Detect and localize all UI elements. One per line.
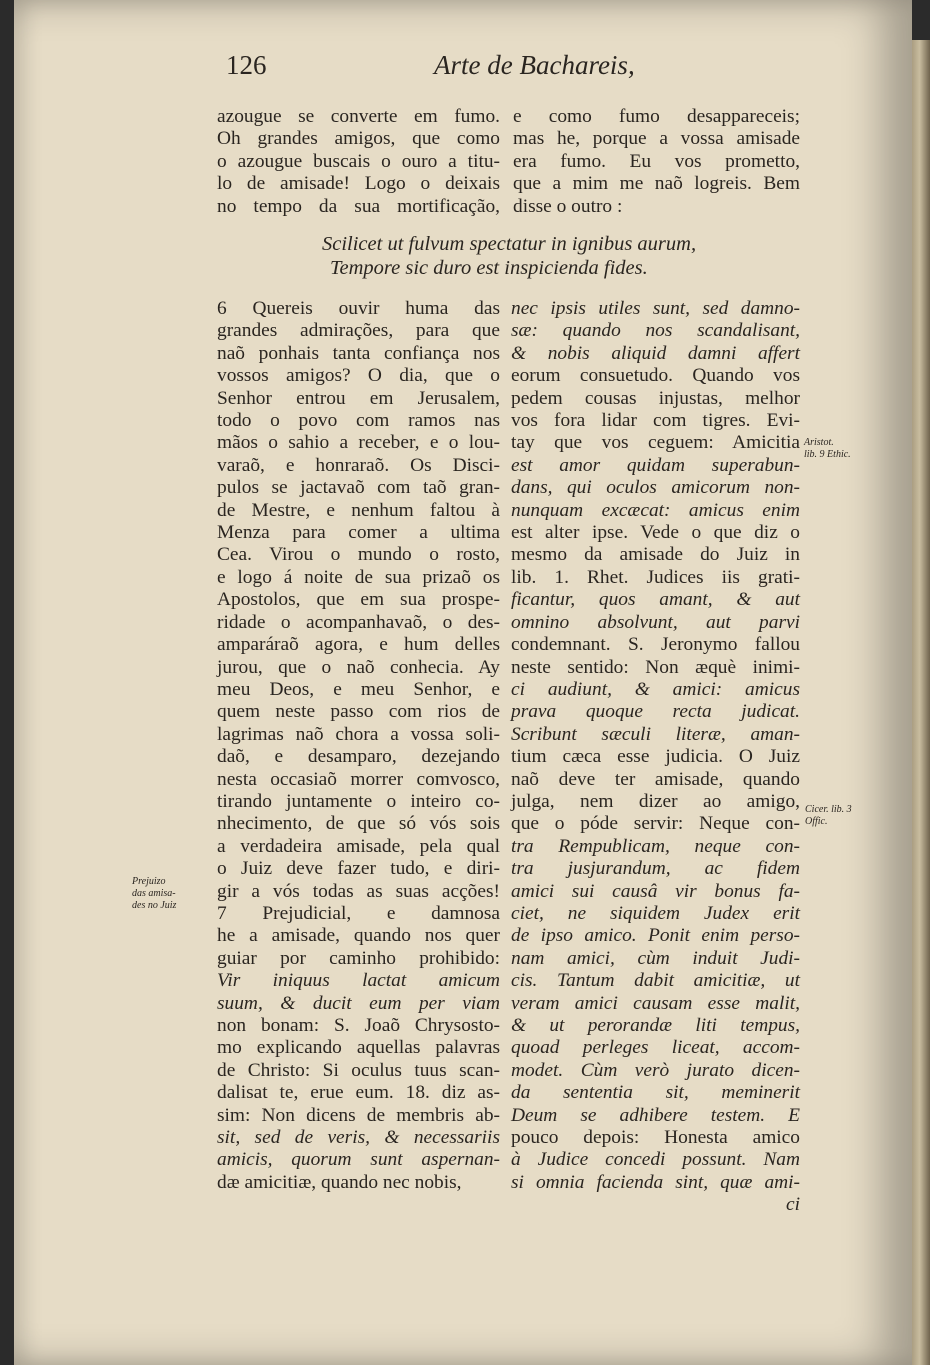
- text-line: tra jusjurandum, ac fidem: [511, 858, 800, 880]
- text-line: vos fora lidar com tigres. Evi-: [511, 410, 800, 432]
- margin-note-line: Prejuizo: [132, 876, 166, 887]
- running-title: Arte de Bachareis,: [434, 50, 635, 80]
- text-line: naõ ponhais tanta confiança nos: [217, 342, 500, 364]
- left-column: [217, 298, 500, 1194]
- text-line: que a mim me naõ logreis. Bem: [513, 173, 800, 195]
- text-line: dans, qui oculos amicorum non-: [511, 477, 800, 499]
- text-line: pouco depois: Honesta amico: [511, 1127, 800, 1149]
- text-line: era fumo. Eu vos prometto,: [513, 150, 800, 172]
- text-line: amici sui causâ vir bonus fa-: [511, 880, 800, 902]
- text-line: jurou, que o naõ conhecia. Ay: [217, 656, 500, 678]
- margin-note-cicer: [805, 804, 852, 828]
- text-line: eorum consuetudo. Quando vos: [511, 365, 800, 387]
- text-line: mo explicando aquellas palavras: [217, 1037, 500, 1059]
- text-line: 7 Prejudicial, e damnosa: [217, 902, 500, 924]
- text-line: est amor quidam superabun-: [511, 454, 800, 476]
- text-line: da sententia sit, meminerit: [511, 1082, 800, 1104]
- text-line: condemnant. S. Jeronymo fallou: [511, 634, 800, 656]
- text-line: lib. 1. Rhet. Judices iis grati-: [511, 566, 800, 588]
- text-line: meu Deos, e meu Senhor, e: [217, 678, 500, 700]
- text-line: & nobis aliquid damni affert: [511, 342, 800, 364]
- text-line: suum, & ducit eum per viam: [217, 992, 500, 1014]
- margin-note-line: des no Juiz: [132, 900, 177, 911]
- text-line: pedem cousas injustas, melhor: [511, 387, 800, 409]
- text-line: nunquam excæcat: amicus enim: [511, 499, 800, 521]
- text-line: ci audiunt, & amici: amicus: [511, 678, 800, 700]
- text-line: sæ: quando nos scandalisant,: [511, 320, 800, 342]
- text-line: guiar por caminho prohibido:: [217, 947, 500, 969]
- text-line: dalisat te, erue eum. 18. diz as-: [217, 1082, 500, 1104]
- latin-verse-line-2: Tempore sic duro est inspicienda fides.: [330, 257, 648, 279]
- text-line: quem neste passo com rios de: [217, 701, 500, 723]
- latin-verse-line-1: Scilicet ut fulvum spectatur in ignibus aurum,: [322, 233, 697, 255]
- text-line: dæ amicitiæ, quando nec nobis,: [217, 1171, 462, 1193]
- top-right-text: [513, 106, 800, 218]
- margin-note-prejuizo: [132, 876, 176, 912]
- book-page: [14, 0, 912, 1365]
- text-line: non bonam: S. Joaõ Chrysosto-: [217, 1015, 500, 1036]
- text-line: a verdadeira amisade, pela qual: [217, 835, 500, 857]
- text-line: naõ deve ter amisade, quando: [511, 768, 800, 790]
- text-line: pulos se jactavaõ com taõ gran-: [217, 477, 500, 499]
- page-header: [14, 50, 912, 90]
- text-line: ridade o acompanhavaõ, o des-: [217, 611, 500, 633]
- text-line: mãos o sahio a receber, e o lou-: [217, 432, 500, 454]
- text-line: todo o povo com ramos nas: [217, 410, 500, 432]
- text-line: veram amici causam esse malit,: [511, 992, 800, 1014]
- text-line: cis. Tantum dabit amicitiæ, ut: [511, 970, 800, 992]
- text-line: nesta occasiaõ morrer comvosco,: [217, 768, 500, 790]
- text-line: Senhor entrou em Jerusalem,: [217, 387, 500, 409]
- top-left-text: [217, 106, 500, 218]
- text-line: Vir iniquus lactat amicum: [217, 970, 500, 992]
- text-line: ciet, ne siquidem Judex erit: [511, 902, 800, 924]
- text-line: modet. Cùm verò jurato dicen-: [511, 1059, 800, 1081]
- text-line: prava quoque recta judicat.: [511, 701, 800, 723]
- text-line: amparáraõ agora, e hum delles: [217, 634, 500, 656]
- text-line: omnino absolvunt, aut parvi: [511, 611, 800, 633]
- text-line: e como fumo desappareceis;: [513, 106, 800, 127]
- text-line: gir a vós todas as suas acções!: [217, 880, 500, 902]
- text-line: Menza para comer a ultima: [217, 522, 500, 544]
- margin-note-line: Aristot.: [804, 437, 834, 448]
- right-column: [511, 298, 800, 1217]
- text-line: si omnia facienda sint, quæ ami-: [511, 1171, 800, 1193]
- margin-note-aristot: [804, 437, 851, 461]
- text-line: mas he, porque a vossa amisade: [513, 128, 800, 150]
- text-line: lo de amisade! Logo o deixais: [217, 173, 500, 195]
- text-line: est alter ipse. Vede o que diz o: [511, 522, 800, 544]
- text-line: varaõ, e honraraõ. Os Disci-: [217, 454, 500, 476]
- text-line: tra Rempublicam, neque con-: [511, 835, 800, 857]
- text-line: tium cæca esse judicia. O Juiz: [511, 746, 800, 768]
- text-line: neste sentido: Non æquè inimi-: [511, 656, 800, 678]
- page-number: 126: [226, 50, 267, 80]
- text-line: daõ, e desamparo, dezejando: [217, 746, 500, 768]
- text-line: tirando juntamente o inteiro co-: [217, 790, 500, 812]
- text-line: julga, nem dizer ao amigo,: [511, 790, 800, 812]
- text-line: lagrimas naõ chora a vossa soli-: [217, 723, 500, 745]
- text-line: de Christo: Si oculus tuus scan-: [217, 1059, 500, 1081]
- text-line: & ut perorandæ liti tempus,: [511, 1015, 800, 1036]
- text-line: e logo á noite de sua prizaõ os: [217, 566, 500, 588]
- text-line: nhecimento, de que só vós sois: [217, 813, 500, 835]
- margin-note-line: das amisa-: [132, 888, 176, 899]
- text-line: ficantur, quos amant, & aut: [511, 589, 800, 611]
- margin-note-line: lib. 9 Ethic.: [804, 449, 851, 460]
- text-line: Apostolos, que em sua prospe-: [217, 589, 500, 611]
- text-line: Oh grandes amigos, que como: [217, 128, 500, 150]
- text-line: Cea. Virou o mundo o rosto,: [217, 544, 500, 566]
- text-line: Deum se adhibere testem. E: [511, 1104, 800, 1126]
- text-line: vossos amigos? O dia, que o: [217, 365, 500, 387]
- text-line: grandes admirações, para que: [217, 320, 500, 342]
- text-line: sit, sed de veris, & necessariis: [217, 1127, 500, 1149]
- margin-note-line: Cicer. lib. 3: [805, 804, 852, 815]
- text-line: tay que vos ceguem: Amicitia: [511, 432, 800, 454]
- text-line: Scribunt sæculi literæ, aman-: [511, 723, 800, 745]
- text-line: à Judice concedi possunt. Nam: [511, 1149, 800, 1171]
- text-line: que o póde servir: Neque con-: [511, 813, 800, 835]
- text-line: quoad perleges liceat, accom-: [511, 1037, 800, 1059]
- text-line: amicis, quorum sunt aspernan-: [217, 1149, 500, 1171]
- text-line: o azougue buscais o ouro a titu-: [217, 150, 500, 172]
- text-line: he a amisade, quando nos quer: [217, 925, 500, 947]
- text-line: 6 Quereis ouvir huma das: [217, 298, 500, 319]
- text-line: azougue se converte em fumo.: [217, 106, 500, 127]
- text-line: nec ipsis utiles sunt, sed damno-: [511, 298, 800, 319]
- text-line: mesmo da amisade do Juiz in: [511, 544, 800, 566]
- text-line: disse o outro :: [513, 195, 623, 217]
- margin-note-line: Offic.: [805, 816, 828, 827]
- catchword: ci: [786, 1194, 800, 1216]
- text-line: nam amici, cùm induit Judi-: [511, 947, 800, 969]
- text-line: de Mestre, e nenhum faltou à: [217, 499, 500, 521]
- text-line: de ipso amico. Ponit enim perso-: [511, 925, 800, 947]
- text-line: o Juiz deve fazer tudo, e diri-: [217, 858, 500, 880]
- text-line: no tempo da sua mortificação,: [217, 195, 500, 217]
- text-line: sim: Non dicens de membris ab-: [217, 1104, 500, 1126]
